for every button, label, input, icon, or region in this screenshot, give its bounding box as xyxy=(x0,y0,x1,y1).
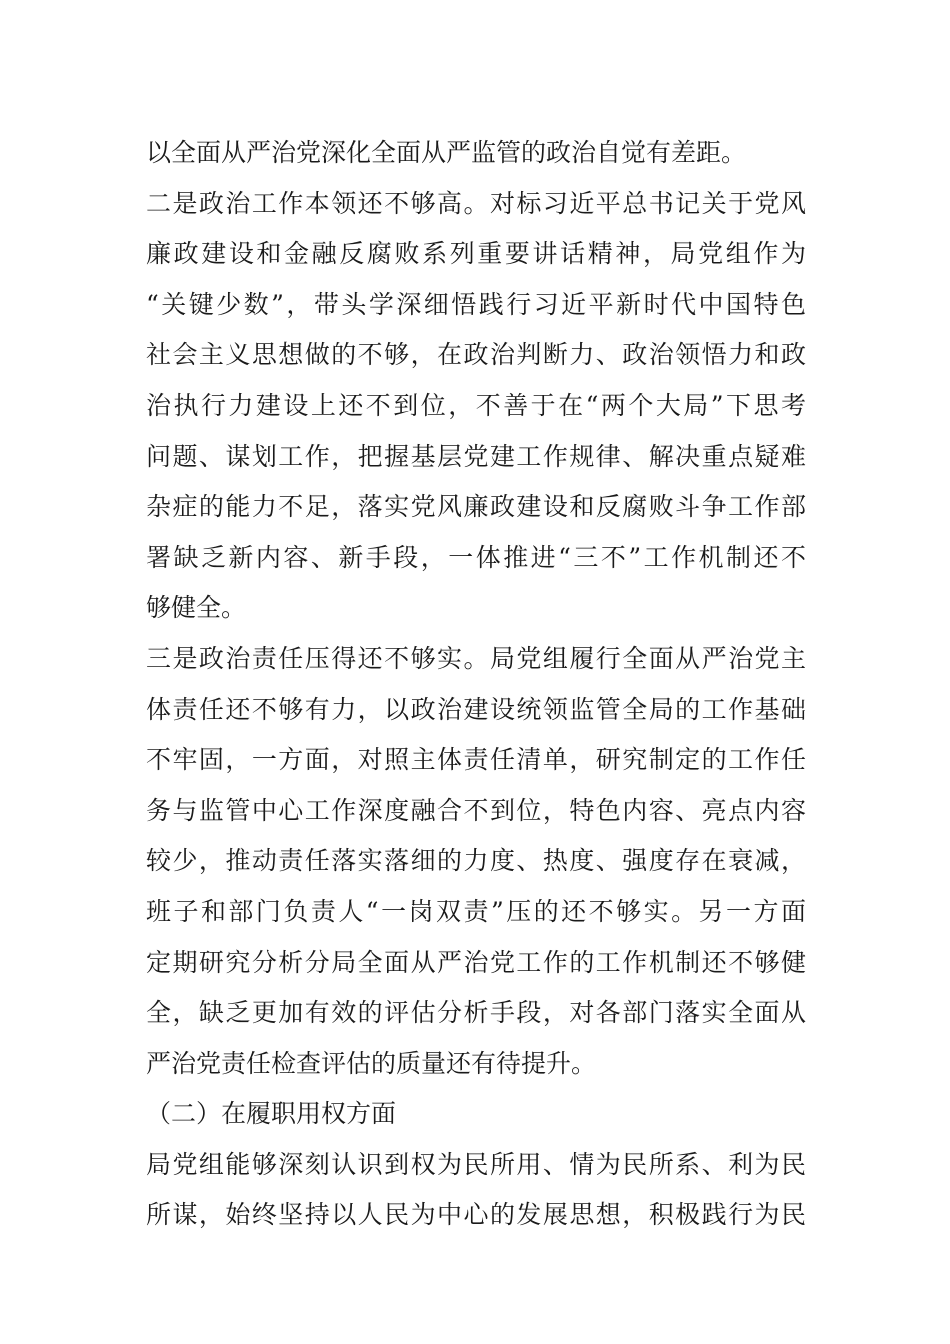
text-line: 定期研究分析分局全面从严治党工作的工作机制还不够健 xyxy=(146,947,806,977)
text-line: 二是政治工作本领还不够高。对标习近平总书记关于党风 xyxy=(146,188,806,218)
text-line: 不牢固，一方面，对照主体责任清单，研究制定的工作任 xyxy=(146,745,806,775)
text-line: 局党组能够深刻认识到权为民所用、情为民所系、利为民 xyxy=(146,1149,806,1179)
text-line: 署缺乏新内容、新手段，一体推进“三不”工作机制还不 xyxy=(146,542,806,572)
text-line: （二）在履职用权方面 xyxy=(146,1099,397,1129)
text-line: 廉政建设和金融反腐败系列重要讲话精神，局党组作为 xyxy=(146,239,806,269)
text-line: 所谋，始终坚持以人民为中心的发展思想，积极践行为民 xyxy=(146,1200,806,1230)
text-line: 三是政治责任压得还不够实。局党组履行全面从严治党主 xyxy=(146,643,806,673)
text-line: 务与监管中心工作深度融合不到位，特色内容、亮点内容 xyxy=(146,795,806,825)
text-line: 以全面从严治党深化全面从严监管的政治自觉有差距。 xyxy=(146,138,747,167)
text-line: 问题、谋划工作，把握基层党建工作规律、解决重点疑难 xyxy=(146,441,806,471)
text-line: 全，缺乏更加有效的评估分析手段，对各部门落实全面从 xyxy=(146,998,806,1028)
text-line: 较少，推动责任落实落细的力度、热度、强度存在衰减， xyxy=(146,846,806,876)
text-line: 班子和部门负责人“一岗双责”压的还不够实。另一方面 xyxy=(146,896,806,926)
text-line: “关键少数”，带头学深细悟践行习近平新时代中国特色 xyxy=(146,289,806,319)
text-line: 治执行力建设上还不到位，不善于在“两个大局”下思考 xyxy=(146,390,806,420)
text-line: 严治党责任检查评估的质量还有待提升。 xyxy=(146,1048,597,1078)
text-line: 够健全。 xyxy=(146,593,247,623)
text-line: 体责任还不够有力，以政治建设统领监管全局的工作基础 xyxy=(146,694,806,724)
text-line: 杂症的能力不足，落实党风廉政建设和反腐败斗争工作部 xyxy=(146,492,806,522)
text-line: 社会主义思想做的不够，在政治判断力、政治领悟力和政 xyxy=(146,340,806,370)
document-body xyxy=(146,128,806,1241)
